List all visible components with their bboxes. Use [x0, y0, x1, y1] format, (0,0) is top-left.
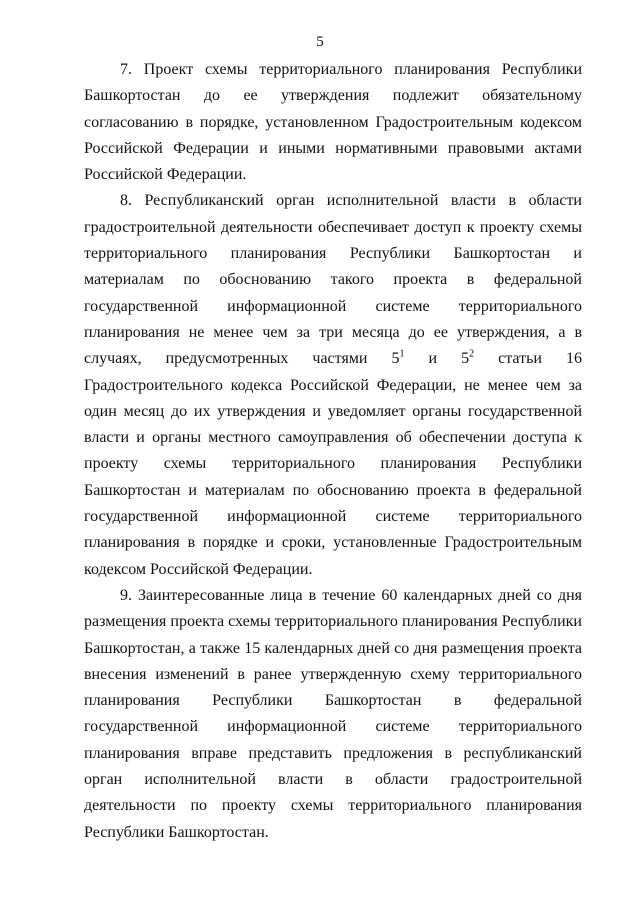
- page-number: 5: [316, 34, 324, 50]
- paragraph-8-part-a: 8. Республиканский орган исполнительной власти в области градостроительной деятельности обеспечивает доступ к проекту схемы территориального планирования Республики Башкортостан и материалам по обоснованию такого проекта в федеральной государственной информационной системе территориального планирования не менее чем за три месяца до ее утверждения, а в случаях, предусмотренных частями 5: [84, 192, 582, 368]
- paragraph-9: 9. Заинтересованные лица в течение 60 календарных дней со дня размещения проекта схемы территориального планирования Республики Башкортостан, а также 15 календарных дней со дня размещения проекта внесения изменений в ранее утвержденную схему территориального планирования Республики Башкортостан в федеральной государственной информационной системе территориального планирования вправе представить предложения в республиканский орган исполнительной власти в области градостроительной деятельности по проекту схемы территориального планирования Республики Башкортостан.: [84, 586, 582, 841]
- paragraph-8: [84, 188, 582, 582]
- paragraph-8-part-b: и 5: [404, 350, 470, 368]
- superscript-1: 1: [399, 348, 405, 360]
- paragraph-7: 7. Проект схемы территориального планирования Республики Башкортостан до ее утверждения подлежит обязательному согласованию в порядке, установленном Градостроительным кодексом Российской Федерации и иными нормативными правовыми актами Российской Федерации.: [84, 61, 582, 184]
- document-body: [84, 57, 582, 846]
- paragraph-8-part-c: статьи 16 Градостроительного кодекса Российской Федерации, не менее чем за один месяц до их утверждения и уведомляет органы государственной власти и органы местного самоуправления об обеспечении доступа к проекту схемы территориального планирования Республики Башкортостан и материалам по обоснованию проекта в федеральной государственной информационной системе территориального планирования в порядке и сроки, установленные Градостроительным кодексом Российской Федерации.: [84, 350, 582, 578]
- superscript-2: 2: [469, 348, 475, 360]
